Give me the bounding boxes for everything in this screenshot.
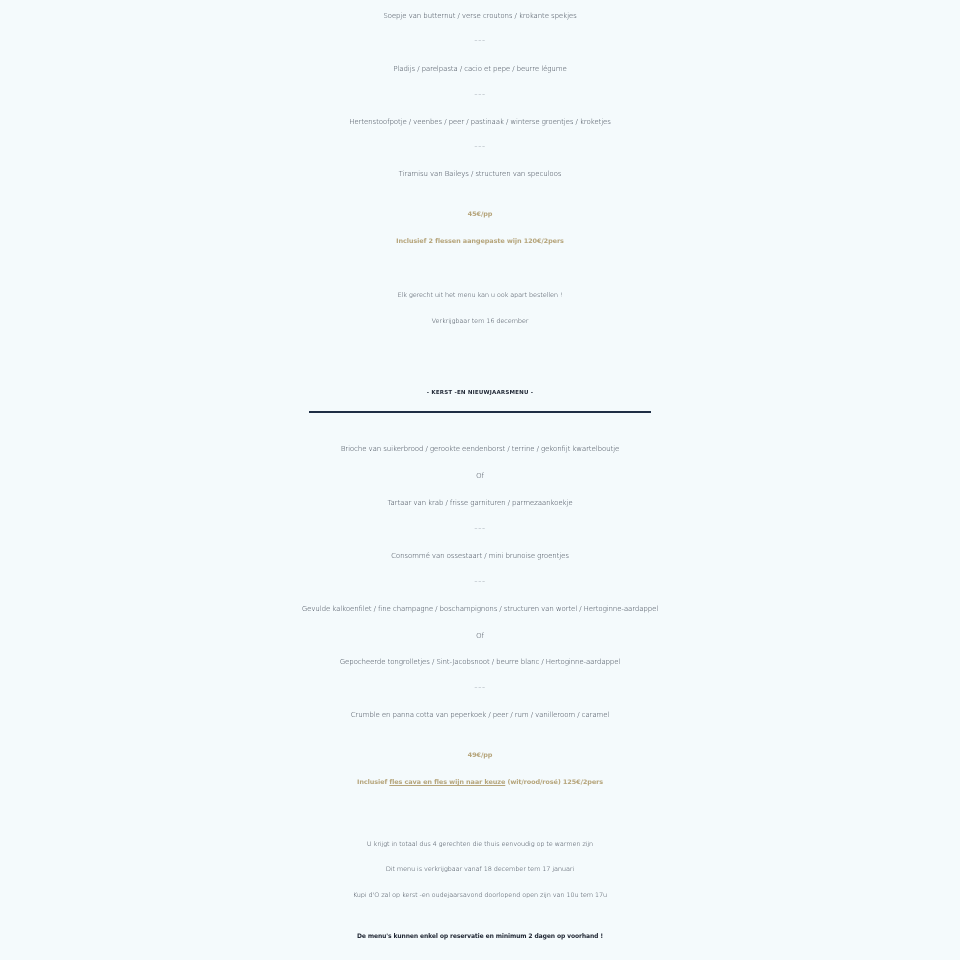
menu1-course-dessert: Tiramisu van Baileys / structuren van speculoos xyxy=(398,170,562,178)
menu2-wine-offer xyxy=(0,771,960,793)
menu1-separator: ~~~ xyxy=(474,92,486,97)
menu2-starter-a: Brioche van suikerbrood / gerookte eendenborst / terrine / gekonfijt kwartelboutje xyxy=(340,445,620,453)
menu1-note-availability: Verkrijgbaar tem 16 december xyxy=(431,317,529,325)
menu1-separator: ~~~ xyxy=(474,38,486,43)
menu1-price: 45€/pp xyxy=(467,210,493,218)
menu1-course-soup: Soepje van butternut / verse croutons / krokante spekjes xyxy=(383,12,577,20)
menu2-or-starter: Of xyxy=(476,472,484,480)
menu1-separator: ~~~ xyxy=(474,144,486,149)
menu2-wine-offer-suffix: (wit/rood/rosé) 125€/2pers xyxy=(505,778,603,786)
footer-line-availability: Dit menu is verkrijgbaar vanaf 18 december tem 17 januari xyxy=(385,865,575,873)
menu1-course-fish: Pladijs / parelpasta / cacio et pepe / beurre légume xyxy=(393,65,567,73)
reservation-notice: De menu's kunnen enkel op reservatie en minimum 2 dagen op voorhand ! xyxy=(357,933,603,940)
menu2-wine-offer-link[interactable]: fles cava en fles wijn naar keuze xyxy=(389,778,506,786)
menu2-title-underline xyxy=(309,411,651,413)
menu2-separator: ~~~ xyxy=(474,526,486,531)
menu2-title: - KERST -EN NIEUWJAARSMENU - xyxy=(426,390,534,396)
menu2-main-b: Gepocheerde tongrolletjes / Sint-Jacobsnoot / beurre blanc / Hertoginne-aardappel xyxy=(339,658,621,666)
menu2-separator: ~~~ xyxy=(474,685,486,690)
menu2-dessert: Crumble en panna cotta van peperkoek / peer / rum / vanilleroom / caramel xyxy=(350,711,610,719)
menu2-price: 49€/pp xyxy=(467,751,493,759)
menu2-starter-b: Tartaar van krab / frisse garnituren / parmezaankoekje xyxy=(387,499,573,507)
footer-line-dishes: U krijgt in totaal dus 4 gerechten die thuis eenvoudig op te warmen zijn xyxy=(366,840,594,848)
footer-line-opening-hours: Kupi d'O zal op kerst -en oudejaarsavond doorlopend open zijn van 10u tem 17u xyxy=(352,891,608,899)
menu2-or-main: Of xyxy=(476,632,484,640)
menu2-wine-offer-prefix: Inclusief xyxy=(357,778,390,786)
menu1-wine-offer: Inclusief 2 flessen aangepaste wijn 120€/2pers xyxy=(396,237,564,245)
menu1-note-separate-order: Elk gerecht uit het menu kan u ook apart bestellen ! xyxy=(397,291,563,299)
menu1-course-main: Hertenstoofpotje / veenbes / peer / pastinaak / winterse groentjes / kroketjes xyxy=(349,118,611,126)
menu2-main-a: Gevulde kalkoenfilet / fine champagne / boschampignons / structuren van wortel / Hertoginne-aardappel xyxy=(301,605,659,613)
menu2-separator: ~~~ xyxy=(474,579,486,584)
menu2-soup: Consommé van ossestaart / mini brunoise groentjes xyxy=(391,552,569,560)
